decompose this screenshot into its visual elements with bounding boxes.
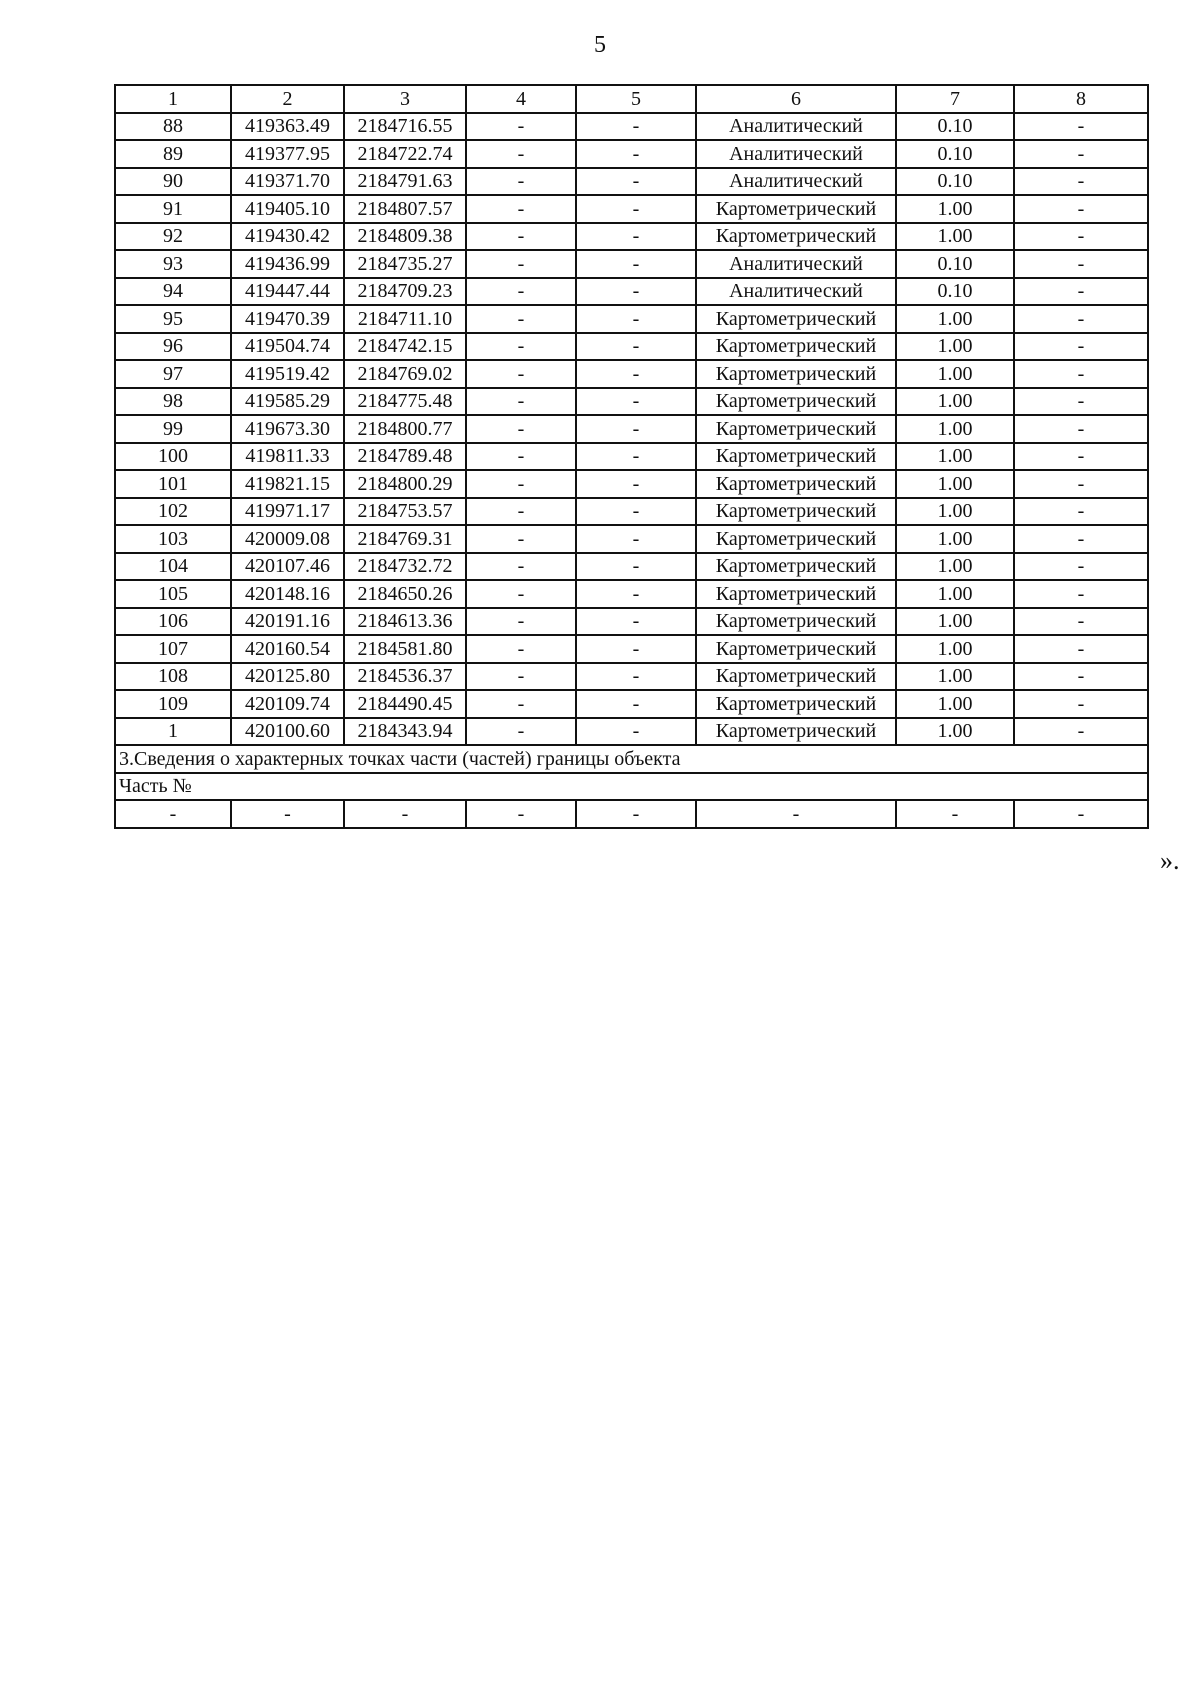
- table-cell: 2184789.48: [344, 443, 466, 471]
- table-cell: 2184742.15: [344, 333, 466, 361]
- table-cell: 94: [115, 278, 231, 306]
- table-cell: 109: [115, 690, 231, 718]
- table-cell: 0.10: [896, 278, 1014, 306]
- empty-row: [115, 800, 1148, 828]
- header-cell: 5: [576, 85, 696, 113]
- part-label: Часть №: [115, 773, 1148, 801]
- table-row: [115, 305, 1148, 333]
- table-cell: -: [1014, 608, 1148, 636]
- table-cell: Картометрический: [696, 470, 896, 498]
- table-cell: 419405.10: [231, 195, 344, 223]
- table-cell: Аналитический: [696, 168, 896, 196]
- table-cell: -: [466, 498, 576, 526]
- table-cell: -: [466, 195, 576, 223]
- table-cell: -: [576, 553, 696, 581]
- table-cell: 1.00: [896, 195, 1014, 223]
- table-cell: -: [576, 718, 696, 746]
- table-cell: 1.00: [896, 553, 1014, 581]
- table-cell: -: [466, 718, 576, 746]
- table-cell: -: [466, 168, 576, 196]
- header-cell: 4: [466, 85, 576, 113]
- table-cell: -: [466, 525, 576, 553]
- table-cell: 93: [115, 250, 231, 278]
- table-cell: -: [576, 690, 696, 718]
- table-cell: -: [1014, 360, 1148, 388]
- table-row: [115, 223, 1148, 251]
- table-cell: -: [576, 580, 696, 608]
- table-cell: 420009.08: [231, 525, 344, 553]
- table-cell: 2184769.31: [344, 525, 466, 553]
- table-cell: 419585.29: [231, 388, 344, 416]
- table-cell: -: [466, 140, 576, 168]
- section-title-row: [115, 745, 1148, 773]
- table-row: [115, 443, 1148, 471]
- table-row: [115, 250, 1148, 278]
- table-cell: -: [576, 800, 696, 828]
- closing-quote-mark: ».: [1160, 846, 1180, 875]
- table-cell: -: [1014, 690, 1148, 718]
- table-cell: -: [576, 278, 696, 306]
- table-cell: 0.10: [896, 168, 1014, 196]
- table-cell: -: [1014, 415, 1148, 443]
- table-cell: 92: [115, 223, 231, 251]
- table-cell: -: [1014, 305, 1148, 333]
- table-cell: 101: [115, 470, 231, 498]
- table-cell: 419673.30: [231, 415, 344, 443]
- table-cell: Картометрический: [696, 690, 896, 718]
- table-cell: -: [1014, 443, 1148, 471]
- table-cell: -: [1014, 140, 1148, 168]
- table-cell: -: [344, 800, 466, 828]
- coordinates-table: [114, 84, 1149, 829]
- table-row: [115, 388, 1148, 416]
- table-cell: 419430.42: [231, 223, 344, 251]
- table-cell: 419363.49: [231, 113, 344, 141]
- table-cell: 2184809.38: [344, 223, 466, 251]
- table-cell: 1.00: [896, 498, 1014, 526]
- table-cell: 98: [115, 388, 231, 416]
- table-cell: 2184791.63: [344, 168, 466, 196]
- table-cell: 2184800.77: [344, 415, 466, 443]
- table-cell: 89: [115, 140, 231, 168]
- header-cell: 7: [896, 85, 1014, 113]
- table-row: [115, 360, 1148, 388]
- table-cell: 419436.99: [231, 250, 344, 278]
- table-cell: 99: [115, 415, 231, 443]
- table-cell: 420191.16: [231, 608, 344, 636]
- table-cell: 2184536.37: [344, 663, 466, 691]
- table-cell: 419821.15: [231, 470, 344, 498]
- table-row: [115, 195, 1148, 223]
- table-cell: 419519.42: [231, 360, 344, 388]
- table-cell: 1.00: [896, 415, 1014, 443]
- table-cell: 2184709.23: [344, 278, 466, 306]
- table-cell: -: [466, 635, 576, 663]
- table-cell: -: [466, 305, 576, 333]
- table-cell: -: [576, 168, 696, 196]
- table-cell: -: [466, 608, 576, 636]
- table-cell: -: [1014, 195, 1148, 223]
- table-cell: -: [1014, 223, 1148, 251]
- table-row: [115, 690, 1148, 718]
- table-row: [115, 415, 1148, 443]
- table-cell: -: [576, 388, 696, 416]
- table-cell: 1.00: [896, 690, 1014, 718]
- table-cell: -: [576, 608, 696, 636]
- table-cell: -: [115, 800, 231, 828]
- table-cell: 1: [115, 718, 231, 746]
- table-row: [115, 663, 1148, 691]
- table-row: [115, 580, 1148, 608]
- table-cell: 2184775.48: [344, 388, 466, 416]
- table-cell: Картометрический: [696, 608, 896, 636]
- table-cell: 1.00: [896, 580, 1014, 608]
- table-cell: -: [576, 113, 696, 141]
- table-cell: -: [1014, 525, 1148, 553]
- table-cell: -: [1014, 718, 1148, 746]
- table-cell: 2184711.10: [344, 305, 466, 333]
- table-cell: -: [576, 635, 696, 663]
- table-cell: 1.00: [896, 525, 1014, 553]
- table-cell: -: [1014, 470, 1148, 498]
- table-row: [115, 608, 1148, 636]
- section-title: 3.Сведения о характерных точках части (частей) границы объекта: [115, 745, 1148, 773]
- table-cell: 0.10: [896, 113, 1014, 141]
- table-cell: Аналитический: [696, 278, 896, 306]
- table-cell: 419504.74: [231, 333, 344, 361]
- table-cell: 106: [115, 608, 231, 636]
- table-cell: -: [1014, 635, 1148, 663]
- table-cell: 419371.70: [231, 168, 344, 196]
- table-row: [115, 113, 1148, 141]
- table-cell: -: [466, 250, 576, 278]
- table-cell: -: [466, 663, 576, 691]
- table-cell: 100: [115, 443, 231, 471]
- table-cell: -: [1014, 800, 1148, 828]
- table-cell: Аналитический: [696, 113, 896, 141]
- table-cell: 419377.95: [231, 140, 344, 168]
- table-cell: 108: [115, 663, 231, 691]
- table-cell: 88: [115, 113, 231, 141]
- table-cell: 2184581.80: [344, 635, 466, 663]
- table-cell: 91: [115, 195, 231, 223]
- table-row: [115, 278, 1148, 306]
- table-cell: 96: [115, 333, 231, 361]
- table-cell: Картометрический: [696, 305, 896, 333]
- table-cell: 1.00: [896, 470, 1014, 498]
- table-cell: -: [466, 223, 576, 251]
- table-cell: -: [466, 443, 576, 471]
- table-cell: Аналитический: [696, 140, 896, 168]
- table-cell: 2184490.45: [344, 690, 466, 718]
- table-cell: Картометрический: [696, 388, 896, 416]
- table-cell: 2184343.94: [344, 718, 466, 746]
- table-cell: -: [1014, 333, 1148, 361]
- table-cell: -: [231, 800, 344, 828]
- table-cell: 2184753.57: [344, 498, 466, 526]
- table-cell: 1.00: [896, 635, 1014, 663]
- table-cell: -: [1014, 168, 1148, 196]
- table-cell: -: [576, 140, 696, 168]
- table-cell: -: [1014, 663, 1148, 691]
- table-row: [115, 140, 1148, 168]
- table-cell: Картометрический: [696, 635, 896, 663]
- table-cell: -: [576, 663, 696, 691]
- table-cell: 2184650.26: [344, 580, 466, 608]
- table-cell: -: [576, 470, 696, 498]
- table-cell: 2184735.27: [344, 250, 466, 278]
- table-cell: 2184716.55: [344, 113, 466, 141]
- table-cell: -: [1014, 388, 1148, 416]
- table-cell: -: [466, 415, 576, 443]
- table-cell: 104: [115, 553, 231, 581]
- table-cell: 419470.39: [231, 305, 344, 333]
- table-cell: 1.00: [896, 718, 1014, 746]
- table-cell: Картометрический: [696, 718, 896, 746]
- table-row: [115, 718, 1148, 746]
- table-cell: 102: [115, 498, 231, 526]
- table-cell: 1.00: [896, 360, 1014, 388]
- table-cell: -: [466, 333, 576, 361]
- table-cell: 2184722.74: [344, 140, 466, 168]
- table-cell: -: [576, 498, 696, 526]
- table-cell: -: [576, 415, 696, 443]
- table-cell: -: [1014, 250, 1148, 278]
- table-body: [115, 85, 1148, 828]
- table-cell: 420125.80: [231, 663, 344, 691]
- table-cell: 420100.60: [231, 718, 344, 746]
- table-cell: -: [466, 553, 576, 581]
- table-cell: -: [1014, 498, 1148, 526]
- table-cell: -: [1014, 553, 1148, 581]
- table-cell: Картометрический: [696, 195, 896, 223]
- table-cell: 2184613.36: [344, 608, 466, 636]
- table-cell: 0.10: [896, 140, 1014, 168]
- table-cell: -: [576, 360, 696, 388]
- table-cell: Картометрический: [696, 415, 896, 443]
- table-cell: -: [576, 443, 696, 471]
- header-cell: 6: [696, 85, 896, 113]
- table-cell: Аналитический: [696, 250, 896, 278]
- table-cell: 97: [115, 360, 231, 388]
- part-label-row: [115, 773, 1148, 801]
- table-cell: -: [466, 580, 576, 608]
- table-cell: 419811.33: [231, 443, 344, 471]
- table-row: [115, 470, 1148, 498]
- table-cell: -: [1014, 278, 1148, 306]
- table-cell: -: [466, 388, 576, 416]
- table-cell: -: [466, 360, 576, 388]
- table-cell: -: [896, 800, 1014, 828]
- table-cell: Картометрический: [696, 333, 896, 361]
- table-cell: -: [466, 278, 576, 306]
- table-cell: 1.00: [896, 388, 1014, 416]
- table-cell: 1.00: [896, 305, 1014, 333]
- table-cell: 2184769.02: [344, 360, 466, 388]
- table-cell: -: [576, 305, 696, 333]
- table-cell: -: [576, 195, 696, 223]
- table-row: [115, 168, 1148, 196]
- table-cell: -: [696, 800, 896, 828]
- table-cell: 1.00: [896, 333, 1014, 361]
- table-row: [115, 553, 1148, 581]
- table-cell: 420160.54: [231, 635, 344, 663]
- header-cell: 2: [231, 85, 344, 113]
- table-row: [115, 525, 1148, 553]
- table-cell: 2184807.57: [344, 195, 466, 223]
- table-cell: 1.00: [896, 443, 1014, 471]
- table-cell: -: [1014, 113, 1148, 141]
- table-cell: 420109.74: [231, 690, 344, 718]
- table-cell: -: [576, 333, 696, 361]
- table-cell: -: [466, 800, 576, 828]
- table-cell: -: [576, 525, 696, 553]
- table-cell: 103: [115, 525, 231, 553]
- table-cell: 419971.17: [231, 498, 344, 526]
- table-cell: 1.00: [896, 608, 1014, 636]
- table-cell: -: [576, 250, 696, 278]
- table-cell: Картометрический: [696, 223, 896, 251]
- table-cell: -: [466, 690, 576, 718]
- header-cell: 1: [115, 85, 231, 113]
- header-cell: 8: [1014, 85, 1148, 113]
- table-cell: Картометрический: [696, 525, 896, 553]
- page-number: 5: [594, 32, 606, 58]
- table-row: [115, 635, 1148, 663]
- table-cell: 1.00: [896, 663, 1014, 691]
- table-cell: Картометрический: [696, 663, 896, 691]
- table-cell: Картометрический: [696, 443, 896, 471]
- table-cell: 105: [115, 580, 231, 608]
- table-row: [115, 498, 1148, 526]
- header-cell: 3: [344, 85, 466, 113]
- coordinates-table-container: [114, 84, 1147, 829]
- table-cell: 1.00: [896, 223, 1014, 251]
- table-cell: -: [1014, 580, 1148, 608]
- table-cell: 2184800.29: [344, 470, 466, 498]
- table-cell: -: [466, 113, 576, 141]
- table-cell: Картометрический: [696, 360, 896, 388]
- table-cell: 419447.44: [231, 278, 344, 306]
- table-cell: Картометрический: [696, 553, 896, 581]
- table-cell: 90: [115, 168, 231, 196]
- table-cell: 95: [115, 305, 231, 333]
- table-cell: -: [466, 470, 576, 498]
- table-cell: 2184732.72: [344, 553, 466, 581]
- header-row: [115, 85, 1148, 113]
- table-cell: -: [576, 223, 696, 251]
- table-cell: 420107.46: [231, 553, 344, 581]
- table-cell: 107: [115, 635, 231, 663]
- table-cell: 420148.16: [231, 580, 344, 608]
- table-cell: 0.10: [896, 250, 1014, 278]
- table-cell: Картометрический: [696, 498, 896, 526]
- table-row: [115, 333, 1148, 361]
- table-cell: Картометрический: [696, 580, 896, 608]
